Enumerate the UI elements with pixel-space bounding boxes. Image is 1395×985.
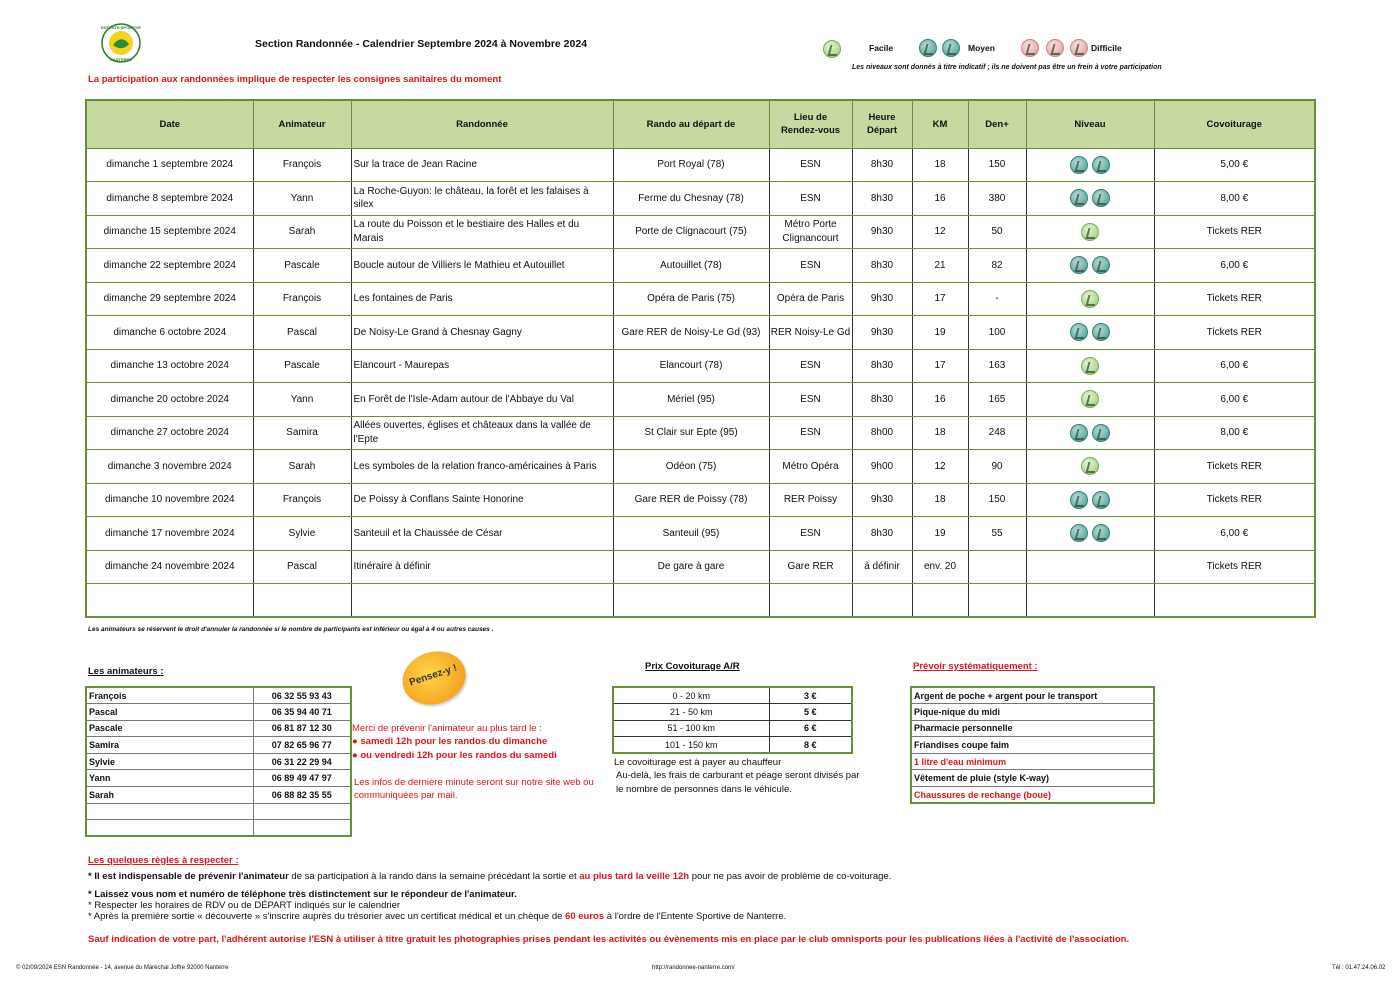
level-medium-icon [1070, 524, 1088, 542]
cell-randonnee: La Roche-Guyon: le château, la forêt et les falaises à silex [351, 182, 613, 216]
prevenir-note: Merci de prévenir l'animateur au plus tard le : ● samedi 12h pour les randos du dimanche ● ou vendredi 12h pour les randos du samedi [352, 723, 557, 761]
cell-animateur: Sylvie [253, 517, 351, 551]
level-easy-icon [1081, 457, 1099, 475]
header-km: KM [912, 100, 968, 148]
cell-depart: Odéon (75) [613, 450, 769, 484]
cell-covoiturage: Tickets RER [1154, 483, 1315, 517]
cell-covoiturage: 6,00 € [1154, 383, 1315, 417]
cell-den: 165 [968, 383, 1026, 417]
cell-den: 163 [968, 349, 1026, 383]
level-medium-icon [919, 39, 937, 57]
cell-randonnee: Sur la trace de Jean Racine [351, 148, 613, 182]
header-den: Den+ [968, 100, 1026, 148]
empty-cell [852, 584, 912, 617]
cancellation-note: Les animateurs se réservent le droit d'annuler la randonnée si le nombre de participants est inférieur ou égal à 4 ou autres causes . [88, 626, 494, 633]
cell-niveau [1026, 148, 1154, 182]
table-row [86, 148, 1315, 182]
animateur-name: Yann [86, 770, 253, 787]
cell-covoiturage: 5,00 € [1154, 148, 1315, 182]
prix-value: 5 € [769, 704, 852, 721]
animateur-row [86, 787, 351, 804]
cell-den: 82 [968, 249, 1026, 283]
cell-lieu: Métro Opéra [769, 450, 852, 484]
cell-date: dimanche 17 novembre 2024 [86, 517, 253, 551]
cell-den: - [968, 282, 1026, 316]
cell-heure: 9h00 [852, 450, 912, 484]
cell-heure: 8h30 [852, 182, 912, 216]
animateur-name: Sarah [86, 787, 253, 804]
header-niveau: Niveau [1026, 100, 1154, 148]
prevoir-item: Vêtement de pluie (style K-way) [911, 770, 1154, 787]
cell-date: dimanche 10 novembre 2024 [86, 483, 253, 517]
cell-randonnee: Les symboles de la relation franco-américaines à Paris [351, 450, 613, 484]
prevoir-item: Chaussures de rechange (boue) [911, 787, 1154, 804]
table-row [86, 349, 1315, 383]
cell-niveau [1026, 349, 1154, 383]
animateur-phone: 06 81 87 12 30 [253, 720, 351, 737]
cell-covoiturage: Tickets RER [1154, 282, 1315, 316]
cell-animateur: Yann [253, 182, 351, 216]
cell-animateur: François [253, 483, 351, 517]
cell-randonnee: Les fontaines de Paris [351, 282, 613, 316]
cell-randonnee: Santeuil et la Chaussée de César [351, 517, 613, 551]
cell-km: 16 [912, 182, 968, 216]
cell-niveau [1026, 215, 1154, 249]
cell-lieu: ESN [769, 148, 852, 182]
cell-niveau [1026, 550, 1154, 584]
footer-phone: Tél : 01.47.24.06.02 [1332, 965, 1386, 971]
level-medium-icon [1070, 256, 1088, 274]
cell-animateur: François [253, 282, 351, 316]
cell-date: dimanche 22 septembre 2024 [86, 249, 253, 283]
cell-heure: 8h30 [852, 349, 912, 383]
prix-range: 21 - 50 km [613, 704, 769, 721]
legend-easy-label: Facile [869, 43, 894, 53]
cell-depart: Gare RER de Noisy-Le Gd (93) [613, 316, 769, 350]
empty-cell [253, 803, 351, 820]
cell-heure: 8h30 [852, 249, 912, 283]
prix-value: 6 € [769, 720, 852, 737]
cell-den: 50 [968, 215, 1026, 249]
cell-lieu: Métro Porte Clignancourt [769, 215, 852, 249]
empty-cell [613, 584, 769, 617]
cell-km: 17 [912, 282, 968, 316]
prevoir-row [911, 687, 1154, 704]
cell-animateur: Pascale [253, 349, 351, 383]
cell-covoiturage: 8,00 € [1154, 182, 1315, 216]
cell-km: env. 20 [912, 550, 968, 584]
table-row [86, 249, 1315, 283]
esn-logo [100, 22, 142, 64]
animateur-row [86, 753, 351, 770]
rule-3: * Respecter les horaires de RDV ou de DÉPART indiqués sur le calendrier [88, 900, 401, 911]
header-heure: Heure Départ [852, 100, 912, 148]
cell-lieu: ESN [769, 383, 852, 417]
table-row [86, 383, 1315, 417]
cell-animateur: Samira [253, 416, 351, 450]
empty-cell [912, 584, 968, 617]
cell-den: 248 [968, 416, 1026, 450]
level-easy-icon [823, 40, 841, 58]
cell-covoiturage: Tickets RER [1154, 450, 1315, 484]
cell-date: dimanche 15 septembre 2024 [86, 215, 253, 249]
covoiturage-note: Le covoiturage est à payer au chauffeur Au-delà, les frais de carburant et péage seront divisés par le nombre de personnes dans le véhicule. [614, 757, 860, 795]
cell-covoiturage: Tickets RER [1154, 550, 1315, 584]
level-hard-icon [1070, 39, 1088, 57]
cell-depart: Port Royal (78) [613, 148, 769, 182]
cell-lieu: ESN [769, 517, 852, 551]
svg-text:NANTERRE: NANTERRE [109, 57, 133, 62]
level-medium-icon [1070, 189, 1088, 207]
cell-covoiturage: 6,00 € [1154, 349, 1315, 383]
header-covoiturage: Covoiturage [1154, 100, 1315, 148]
header-animateur: Animateur [253, 100, 351, 148]
cell-covoiturage: Tickets RER [1154, 215, 1315, 249]
prix-table [612, 686, 853, 754]
cell-heure: 8h30 [852, 148, 912, 182]
prix-range: 0 - 20 km [613, 687, 769, 704]
cell-heure: 8h00 [852, 416, 912, 450]
cell-lieu: RER Noisy-Le Gd [769, 316, 852, 350]
cell-km: 12 [912, 450, 968, 484]
animateur-row [86, 687, 351, 704]
cell-km: 18 [912, 483, 968, 517]
cell-randonnee: Allées ouvertes, églises et châteaux dans la vallée de l'Epte [351, 416, 613, 450]
level-easy-icon [1081, 390, 1099, 408]
level-easy-icon [1081, 290, 1099, 308]
cell-lieu: Gare RER [769, 550, 852, 584]
table-header-row [86, 100, 1315, 148]
prevoir-row [911, 720, 1154, 737]
cell-animateur: Yann [253, 383, 351, 417]
cell-covoiturage: 6,00 € [1154, 249, 1315, 283]
header-lieu: Lieu de Rendez-vous [769, 100, 852, 148]
cell-lieu: RER Poissy [769, 483, 852, 517]
cell-heure: à définir [852, 550, 912, 584]
cell-km: 19 [912, 316, 968, 350]
table-row [86, 483, 1315, 517]
cell-den: 55 [968, 517, 1026, 551]
cell-heure: 9h30 [852, 316, 912, 350]
cell-depart: Mériel (95) [613, 383, 769, 417]
level-medium-icon [942, 39, 960, 57]
prevoir-item: 1 litre d'eau minimum [911, 753, 1154, 770]
legend-medium-label: Moyen [968, 43, 995, 53]
cell-covoiturage: 8,00 € [1154, 416, 1315, 450]
prevoir-item: Pique-nique du midi [911, 704, 1154, 721]
cell-depart: Santeuil (95) [613, 517, 769, 551]
prevoir-row [911, 704, 1154, 721]
cell-niveau [1026, 416, 1154, 450]
sanitary-notice: La participation aux randonnées implique de respecter les consignes sanitaires du moment [88, 74, 502, 85]
cell-animateur: Pascal [253, 316, 351, 350]
prix-value: 3 € [769, 687, 852, 704]
cell-lieu: ESN [769, 249, 852, 283]
footer-website[interactable]: http://randonnee-nanterre.com/ [652, 965, 735, 971]
cell-date: dimanche 20 octobre 2024 [86, 383, 253, 417]
prevoir-item: Argent de poche + argent pour le transport [911, 687, 1154, 704]
cell-depart: Opéra de Paris (75) [613, 282, 769, 316]
cell-lieu: ESN [769, 182, 852, 216]
cell-niveau [1026, 316, 1154, 350]
animateur-row-empty [86, 820, 351, 837]
cell-den: 150 [968, 148, 1026, 182]
cell-niveau [1026, 182, 1154, 216]
cell-randonnee: En Forêt de l'Isle-Adam autour de l'Abbaye du Val [351, 383, 613, 417]
cell-heure: 9h30 [852, 215, 912, 249]
cell-randonnee: La route du Poisson et le bestiaire des Halles et du Marais [351, 215, 613, 249]
cell-den [968, 550, 1026, 584]
level-medium-icon [1070, 323, 1088, 341]
animateur-name: François [86, 687, 253, 704]
table-row [86, 450, 1315, 484]
cell-niveau [1026, 249, 1154, 283]
cell-animateur: Sarah [253, 215, 351, 249]
cell-den: 90 [968, 450, 1026, 484]
cell-niveau [1026, 483, 1154, 517]
empty-cell [1026, 584, 1154, 617]
animateur-phone: 06 35 94 40 71 [253, 704, 351, 721]
cell-depart: Elancourt (78) [613, 349, 769, 383]
infos-note: Les infos de dernière minute seront sur notre site web ou communiquées par mail. [354, 777, 594, 802]
empty-cell [769, 584, 852, 617]
animateurs-table [85, 686, 352, 837]
prevoir-title: Prévoir systématiquement : [913, 661, 1038, 672]
cell-km: 18 [912, 416, 968, 450]
animateur-name: Samira [86, 737, 253, 754]
table-row [86, 282, 1315, 316]
rule-1: * Il est indispensable de prévenir l'animateur de sa participation à la rando dans la semaine précédant la sortie et au plus tard la veille 12h pour ne pas avoir de problème de co-voiturage. [88, 871, 892, 882]
cell-randonnee: Boucle autour de Villiers le Mathieu et Autouillet [351, 249, 613, 283]
cell-date: dimanche 27 octobre 2024 [86, 416, 253, 450]
cell-km: 16 [912, 383, 968, 417]
animateur-name: Sylvie [86, 753, 253, 770]
table-row [86, 215, 1315, 249]
animateur-phone: 06 88 82 35 55 [253, 787, 351, 804]
level-medium-icon [1092, 323, 1110, 341]
cell-heure: 8h30 [852, 517, 912, 551]
cell-date: dimanche 29 septembre 2024 [86, 282, 253, 316]
table-row [86, 550, 1315, 584]
level-medium-icon [1070, 156, 1088, 174]
cell-date: dimanche 13 octobre 2024 [86, 349, 253, 383]
cell-animateur: Pascal [253, 550, 351, 584]
prevoir-row [911, 770, 1154, 787]
empty-cell [86, 803, 253, 820]
table-row [86, 416, 1315, 450]
animateurs-title: Les animateurs : [88, 666, 164, 677]
legend-hard-label: Difficile [1091, 43, 1122, 53]
animateur-phone: 06 89 49 47 97 [253, 770, 351, 787]
animateur-row [86, 704, 351, 721]
empty-cell [968, 584, 1026, 617]
header-date: Date [86, 100, 253, 148]
cell-randonnee: Itinéraire à définir [351, 550, 613, 584]
legend-note: Les niveaux sont donnés à titre indicatif ; ils ne doivent pas être un frein à votre participation [852, 64, 1162, 71]
rules-title: Les quelques règles à respecter : [88, 855, 239, 866]
prevoir-table [910, 686, 1155, 804]
cell-depart: Gare RER de Poissy (78) [613, 483, 769, 517]
header-randonnee: Randonnée [351, 100, 613, 148]
empty-cell [253, 584, 351, 617]
cell-depart: Autouillet (78) [613, 249, 769, 283]
cell-randonnee: De Poissy à Conflans Sainte Honorine [351, 483, 613, 517]
prix-row [613, 720, 852, 737]
cell-date: dimanche 3 novembre 2024 [86, 450, 253, 484]
prevoir-row [911, 737, 1154, 754]
table-row [86, 182, 1315, 216]
level-medium-icon [1092, 256, 1110, 274]
cell-animateur: Pascale [253, 249, 351, 283]
level-medium-icon [1092, 156, 1110, 174]
cell-date: dimanche 6 octobre 2024 [86, 316, 253, 350]
animateur-name: Pascale [86, 720, 253, 737]
animateur-phone: 07 82 65 96 77 [253, 737, 351, 754]
cell-depart: Ferme du Chesnay (78) [613, 182, 769, 216]
prix-range: 51 - 100 km [613, 720, 769, 737]
prevoir-item: Friandises coupe faim [911, 737, 1154, 754]
calendar-table [85, 99, 1316, 618]
prevoir-row [911, 753, 1154, 770]
table-row [86, 316, 1315, 350]
cell-date: dimanche 24 novembre 2024 [86, 550, 253, 584]
cell-covoiturage: Tickets RER [1154, 316, 1315, 350]
rule-2: * Laissez vous nom et numéro de téléphone très distinctement sur le répondeur de l'animateur. [88, 889, 517, 900]
level-easy-icon [1081, 357, 1099, 375]
cell-date: dimanche 8 septembre 2024 [86, 182, 253, 216]
cell-niveau [1026, 383, 1154, 417]
pensez-y-badge: Pensez-y ! [396, 643, 473, 712]
page-title: Section Randonnée - Calendrier Septembre 2024 à Novembre 2024 [255, 38, 588, 50]
level-medium-icon [1092, 524, 1110, 542]
table-row-empty [86, 584, 1315, 617]
empty-cell [1154, 584, 1315, 617]
level-medium-icon [1070, 424, 1088, 442]
cell-heure: 9h30 [852, 282, 912, 316]
prix-range: 101 - 150 km [613, 737, 769, 754]
cell-km: 12 [912, 215, 968, 249]
svg-text:ENTENTE SPORTIVE: ENTENTE SPORTIVE [100, 25, 142, 30]
empty-cell [86, 820, 253, 837]
prix-title: Prix Covoiturage A/R [645, 661, 740, 672]
cell-randonnee: De Noisy-Le Grand à Chesnay Gagny [351, 316, 613, 350]
prix-row [613, 737, 852, 754]
empty-cell [253, 820, 351, 837]
cell-lieu: ESN [769, 349, 852, 383]
cell-km: 21 [912, 249, 968, 283]
prix-row [613, 687, 852, 704]
level-medium-icon [1092, 491, 1110, 509]
cell-covoiturage: 6,00 € [1154, 517, 1315, 551]
cell-animateur: François [253, 148, 351, 182]
cell-niveau [1026, 517, 1154, 551]
cell-randonnee: Elancourt - Maurepas [351, 349, 613, 383]
photo-consent: Sauf indication de votre part, l'adhérent autorise l'ESN à utiliser à titre gratuit les photographies prises pendant les activités ou évènements mis en place par le club omnisports pour les publications liées à l'activité de l'association. [88, 934, 1130, 945]
level-medium-icon [1070, 491, 1088, 509]
prevoir-row [911, 787, 1154, 804]
prevoir-item: Pharmacie personnelle [911, 720, 1154, 737]
cell-depart: St Clair sur Epte (95) [613, 416, 769, 450]
cell-heure: 8h30 [852, 383, 912, 417]
level-medium-icon [1092, 424, 1110, 442]
prix-row [613, 704, 852, 721]
cell-niveau [1026, 282, 1154, 316]
cell-km: 18 [912, 148, 968, 182]
cell-km: 17 [912, 349, 968, 383]
cell-heure: 9h30 [852, 483, 912, 517]
animateur-phone: 06 32 55 93 43 [253, 687, 351, 704]
cell-date: dimanche 1 septembre 2024 [86, 148, 253, 182]
footer-address: © 02/09/2024 ESN Randonnée - 14, avenue du Maréchal Joffre 92000 Nanterre [16, 965, 229, 971]
animateur-row-empty [86, 803, 351, 820]
animateur-row [86, 720, 351, 737]
rule-4: * Après la première sortie « découverte » s'inscrire auprès du trésorier avec un certificat médical et un chèque de 60 euros à l'ordre de l'Entente Sportive de Nanterre. [88, 911, 787, 922]
header-depart: Rando au départ de [613, 100, 769, 148]
cell-lieu: Opéra de Paris [769, 282, 852, 316]
animateur-row [86, 770, 351, 787]
cell-animateur: Sarah [253, 450, 351, 484]
level-easy-icon [1081, 223, 1099, 241]
animateur-phone: 06 31 22 29 94 [253, 753, 351, 770]
prix-value: 8 € [769, 737, 852, 754]
empty-cell [86, 584, 253, 617]
cell-niveau [1026, 450, 1154, 484]
cell-den: 380 [968, 182, 1026, 216]
level-hard-icon [1021, 39, 1039, 57]
cell-depart: De gare à gare [613, 550, 769, 584]
empty-cell [351, 584, 613, 617]
animateur-row [86, 737, 351, 754]
cell-depart: Porte de Clignacourt (75) [613, 215, 769, 249]
cell-den: 150 [968, 483, 1026, 517]
cell-lieu: ESN [769, 416, 852, 450]
level-hard-icon [1046, 39, 1064, 57]
animateur-name: Pascal [86, 704, 253, 721]
cell-km: 19 [912, 517, 968, 551]
table-row [86, 517, 1315, 551]
level-medium-icon [1092, 189, 1110, 207]
cell-den: 100 [968, 316, 1026, 350]
